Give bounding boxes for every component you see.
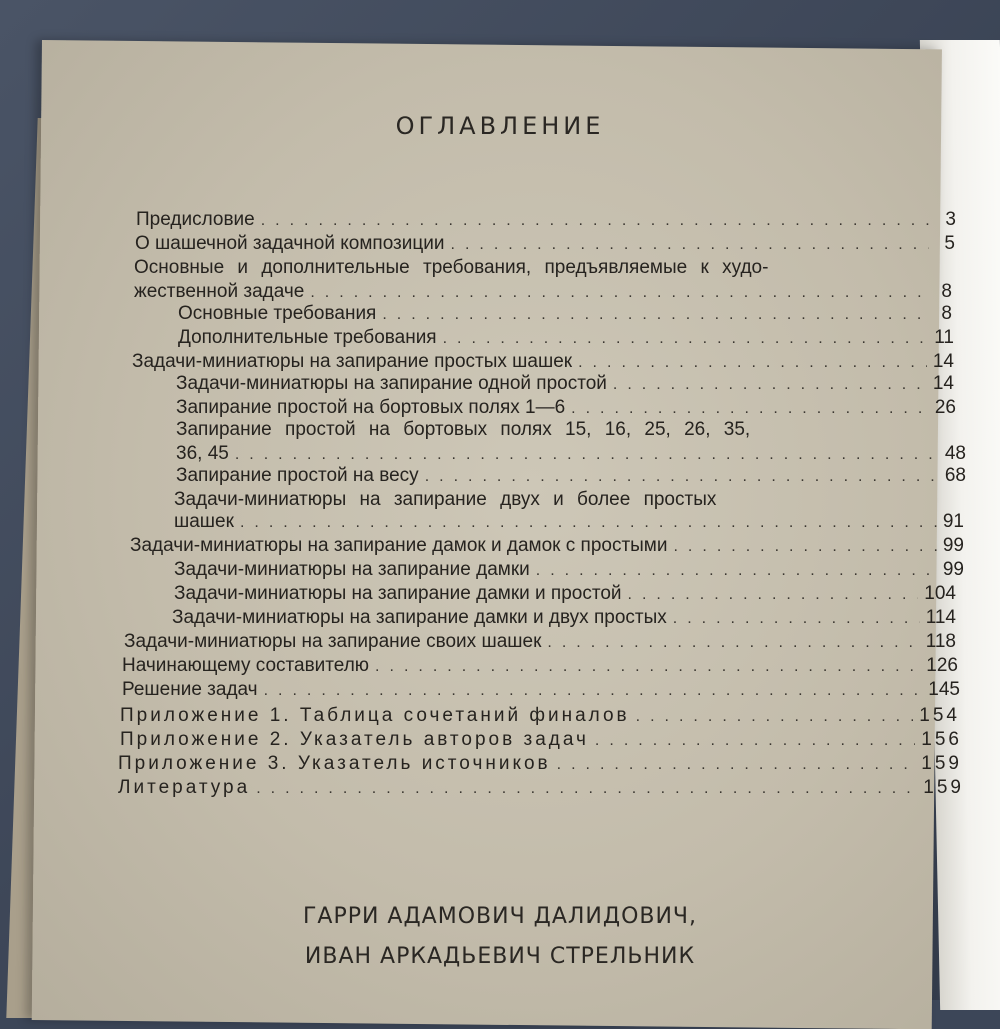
- toc-entry-title: Запирание простой на бортовых полях 1—6: [176, 397, 566, 418]
- toc-entry: [120, 704, 960, 728]
- toc-entry: [176, 372, 954, 396]
- toc-entry-page: 68: [944, 465, 966, 486]
- dot-leader: [557, 753, 916, 777]
- toc-entry-page: 14: [932, 351, 954, 372]
- dot-leader: [628, 583, 919, 607]
- toc-entry: [174, 582, 956, 606]
- toc-entry-title: Задачи-миниатюры на запирание дамок и дамок с простыми: [130, 535, 668, 556]
- dot-leader: [673, 607, 920, 631]
- toc-entry: [174, 488, 890, 512]
- dot-leader: [547, 631, 919, 655]
- toc-entry-title: Задачи-миниатюры на запирание дамки и простой: [174, 583, 622, 604]
- page-title: ОГЛАВЛЕНИЕ: [395, 112, 605, 140]
- toc-entry: [178, 302, 952, 326]
- toc-entry-page: 99: [942, 559, 964, 580]
- toc-entry: [120, 728, 962, 752]
- toc-entry-page: 11: [934, 327, 954, 348]
- toc-entry: [172, 606, 956, 630]
- toc-entry-page: 104: [924, 583, 956, 604]
- author-line: ГАРРИ АДАМОВИЧ ДАЛИДОВИЧ,: [302, 904, 698, 929]
- toc-entry: [176, 418, 890, 442]
- dot-leader: [256, 777, 917, 801]
- toc-entry-title: Дополнительные требования: [178, 327, 437, 348]
- toc-entry: [134, 256, 878, 280]
- toc-entry-title: Приложение 2. Указатель авторов задач: [120, 729, 589, 750]
- toc-entry: [134, 280, 952, 304]
- toc-entry-title: Задачи-миниатюры на запирание одной простой: [176, 373, 607, 394]
- dot-leader: [375, 655, 920, 679]
- toc-entry: [174, 558, 964, 582]
- toc-entry: [135, 232, 955, 256]
- toc-entry-page: 91: [942, 511, 964, 532]
- toc-entry: [118, 752, 962, 776]
- toc-entry: [118, 776, 964, 800]
- toc-entry-title: Задачи-миниатюры на запирание дамки и двух простых: [172, 607, 667, 628]
- toc-entry-title: Задачи-миниатюры на запирание своих шашек: [124, 631, 542, 652]
- toc-entry-page: 26: [934, 397, 956, 418]
- toc-entry-title: Запирание простой на весу: [176, 465, 419, 486]
- dot-leader: [451, 233, 930, 257]
- toc-entry-title: Основные и дополнительные требования, предъявляемые к худо-: [134, 257, 769, 278]
- toc-entry-title: жественной задаче: [134, 281, 305, 302]
- toc-entry-title: 36, 45: [176, 443, 229, 464]
- dot-leader: [636, 705, 914, 729]
- toc-entry: [124, 630, 956, 654]
- toc-entry-page: 99: [942, 535, 964, 556]
- toc-entry-title: Предисловие: [136, 209, 255, 230]
- toc-entry-page: 145: [928, 679, 960, 700]
- dot-leader: [536, 559, 937, 583]
- toc-entry: [122, 678, 960, 702]
- dot-leader: [613, 373, 927, 397]
- dot-leader: [443, 327, 928, 351]
- dot-leader: [264, 679, 923, 703]
- toc-entry-page: 154: [919, 705, 960, 726]
- toc-entry: [122, 654, 958, 678]
- dot-leader: [595, 729, 915, 753]
- toc-entry-page: 159: [923, 777, 964, 798]
- toc-entry-title: Запирание простой на бортовых полях 15, 16, 25, 26, 35,: [176, 419, 751, 440]
- toc-entry-page: 48: [944, 443, 966, 464]
- dot-leader: [382, 303, 926, 327]
- toc-entry-page: 14: [932, 373, 954, 394]
- toc-entry-title: Задачи-миниатюры на запирание двух и более простых: [174, 489, 717, 510]
- toc-entry-title: Задачи-миниатюры на запирание дамки: [174, 559, 530, 580]
- toc-entry-page: 118: [925, 631, 956, 652]
- toc-entry-page: 8: [941, 281, 952, 302]
- author-line: ИВАН АРКАДЬЕВИЧ СТРЕЛЬНИК: [304, 944, 696, 969]
- toc-entry: [178, 326, 954, 350]
- toc-entry-title: Начинающему составителю: [122, 655, 370, 676]
- toc-entry-page: 156: [921, 729, 962, 750]
- toc-entry-title: шашек: [174, 511, 234, 532]
- toc-entry: [130, 534, 964, 558]
- dot-leader: [240, 511, 937, 535]
- dot-leader: [425, 465, 939, 489]
- toc-entry-title: Основные требования: [178, 303, 377, 324]
- toc-entry-page: 159: [921, 753, 962, 774]
- toc-entry-title: Решение задач: [122, 679, 258, 700]
- dot-leader: [261, 209, 930, 233]
- toc-entry-page: 5: [944, 233, 955, 254]
- toc-entry: [174, 510, 964, 534]
- toc-entry-title: О шашечной задачной композиции: [135, 233, 445, 254]
- toc-entry-title: Приложение 3. Указатель источников: [118, 753, 551, 774]
- toc-entry-page: 114: [925, 607, 956, 628]
- toc-entry: [136, 208, 956, 232]
- toc-entry-title: Задачи-миниатюры на запирание простых шашек: [132, 351, 573, 372]
- toc-entry-title: Литература: [118, 777, 251, 798]
- toc-entry-page: 126: [926, 655, 958, 676]
- toc-entry-title: Приложение 1. Таблица сочетаний финалов: [120, 705, 630, 726]
- toc-entry-page: 3: [945, 209, 956, 230]
- toc-entry: [176, 442, 966, 466]
- toc-entry: [132, 350, 954, 374]
- dot-leader: [673, 535, 936, 559]
- toc-entry: [176, 464, 966, 488]
- toc-entry-page: 8: [941, 303, 952, 324]
- toc-entry: [176, 396, 956, 420]
